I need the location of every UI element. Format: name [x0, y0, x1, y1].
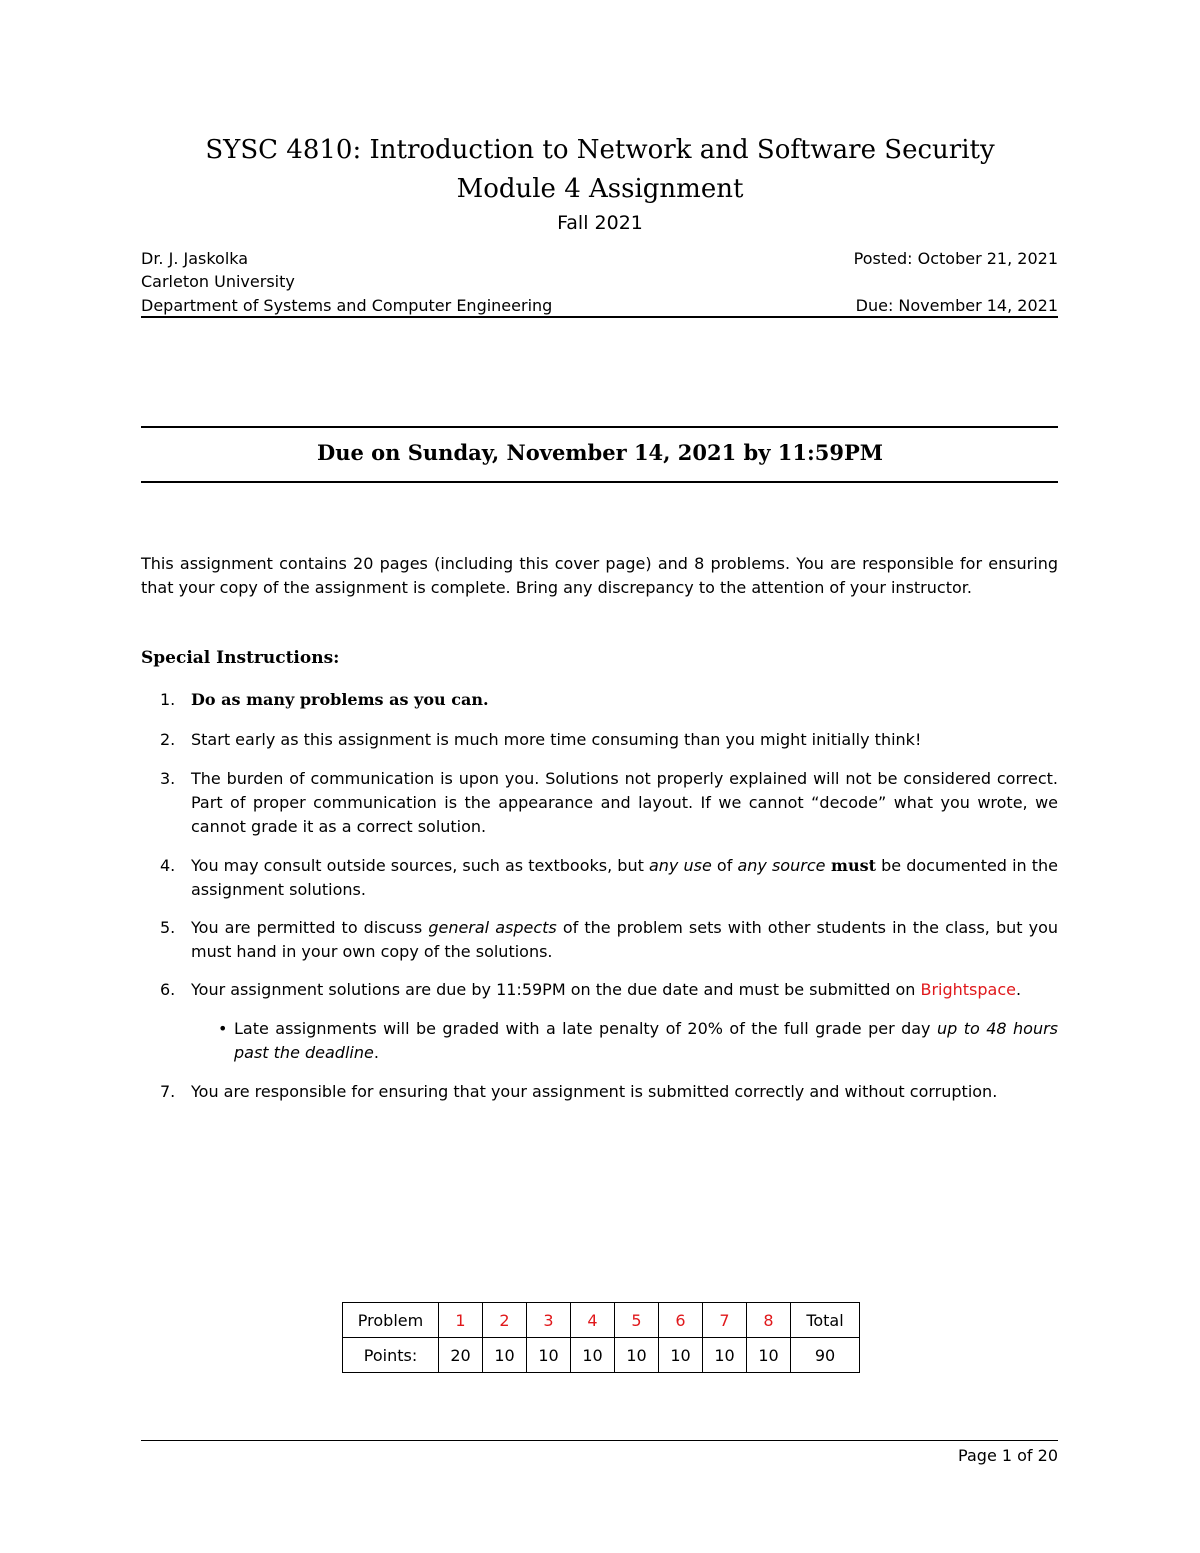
- instruction-item: [160, 767, 1058, 839]
- problem-row: [343, 1303, 860, 1338]
- header-rule: [141, 316, 1058, 318]
- points-row: [343, 1338, 860, 1373]
- text-run: .: [373, 1043, 379, 1062]
- instruction-item: [160, 688, 1058, 712]
- instruction-item: [160, 978, 1058, 1002]
- sub-bullet-item: [218, 1017, 1058, 1065]
- course-title: SYSC 4810: Introduction to Network and Software Security: [205, 135, 995, 165]
- item-text: Start early as this assignment is much more time consuming than you might initially think!: [191, 730, 922, 749]
- item-number: 4.: [160, 856, 176, 875]
- problem-number: 6: [659, 1303, 703, 1338]
- points-label: Points:: [343, 1338, 439, 1373]
- problem-number: 1: [439, 1303, 483, 1338]
- special-instructions-heading: Special Instructions:: [141, 648, 340, 668]
- item-text: [191, 854, 1058, 902]
- instructor-name: Dr. J. Jaskolka: [141, 249, 249, 268]
- problem-number: 5: [615, 1303, 659, 1338]
- points-value: 10: [703, 1338, 747, 1373]
- problem-number: 2: [483, 1303, 527, 1338]
- term: Fall 2021: [557, 212, 643, 234]
- bullet-icon: •: [218, 1019, 228, 1038]
- points-value: 10: [615, 1338, 659, 1373]
- problem-number: 8: [747, 1303, 791, 1338]
- points-value: 10: [747, 1338, 791, 1373]
- item-text: [191, 978, 1058, 1002]
- strong-text: must: [825, 856, 877, 875]
- item-number: 6.: [160, 980, 176, 999]
- item-number: 3.: [160, 769, 176, 788]
- grades-table: [342, 1302, 860, 1373]
- brightspace-link[interactable]: Brightspace: [920, 980, 1016, 999]
- item-text: Do as many problems as you can.: [191, 690, 489, 709]
- text-run: You may consult outside sources, such as textbooks, but: [191, 856, 649, 875]
- instruction-item: [160, 916, 1058, 964]
- instruction-item: [160, 728, 1058, 752]
- item-number: 1.: [160, 690, 176, 709]
- item-number: 7.: [160, 1082, 176, 1101]
- problem-number: 4: [571, 1303, 615, 1338]
- item-text: [191, 916, 1058, 964]
- emphasis-text: any source: [737, 856, 826, 875]
- due-banner: Due on Sunday, November 14, 2021 by 11:59PM: [317, 440, 883, 465]
- points-value: 10: [571, 1338, 615, 1373]
- posted-date: Posted: October 21, 2021: [853, 249, 1058, 268]
- item-text: The burden of communication is upon you. Solutions not properly explained will not be considered correct. Part of proper communication is the appearance and layout. If we cannot “decode” what you wrote, we cannot grade it as a correct solution.: [191, 769, 1058, 836]
- instruction-item: [160, 1080, 1058, 1104]
- text-run: Your assignment solutions are due by 11:59PM on the due date and must be submitted on: [191, 980, 921, 999]
- emphasis-text: up to 48 hours past the deadline: [234, 1019, 1058, 1062]
- points-value: 10: [527, 1338, 571, 1373]
- due-banner-bottom-rule: [141, 481, 1058, 483]
- problem-number: 3: [527, 1303, 571, 1338]
- intro-paragraph: This assignment contains 20 pages (including this cover page) and 8 problems. You are responsible for ensuring that your copy of the assignment is complete. Bring any discrepancy to the attention of your instructor.: [141, 554, 1058, 597]
- text-run: .: [1016, 980, 1022, 999]
- text-run: of: [711, 856, 738, 875]
- emphasis-text: any use: [648, 856, 712, 875]
- problem-number: 7: [703, 1303, 747, 1338]
- total-points: 90: [791, 1338, 860, 1373]
- footer-rule: [141, 1440, 1058, 1441]
- due-date: Due: November 14, 2021: [855, 296, 1058, 315]
- emphasis-text: general aspects: [428, 918, 557, 937]
- page-number: Page 1 of 20: [958, 1446, 1058, 1465]
- text-run: You are permitted to discuss: [191, 918, 429, 937]
- item-text: You are responsible for ensuring that your assignment is submitted correctly and without corruption.: [191, 1082, 998, 1101]
- item-text: [234, 1017, 1058, 1065]
- text-run: be documented in the assignment solutions.: [191, 856, 1059, 899]
- points-value: 20: [439, 1338, 483, 1373]
- points-value: 10: [483, 1338, 527, 1373]
- total-label: Total: [791, 1303, 860, 1338]
- department-name: Department of Systems and Computer Engineering: [141, 296, 553, 315]
- due-banner-top-rule: [141, 426, 1058, 428]
- module-title: Module 4 Assignment: [456, 174, 744, 204]
- item-number: 5.: [160, 918, 176, 937]
- item-number: 2.: [160, 730, 176, 749]
- problem-label: Problem: [343, 1303, 439, 1338]
- text-run: Late assignments will be graded with a late penalty of 20% of the full grade per day: [234, 1019, 937, 1038]
- university-name: Carleton University: [141, 272, 295, 291]
- points-value: 10: [659, 1338, 703, 1373]
- instruction-item: [160, 854, 1058, 902]
- text-run: of the problem sets with other students in the class, but you must hand in your own copy of the solutions.: [191, 918, 1058, 961]
